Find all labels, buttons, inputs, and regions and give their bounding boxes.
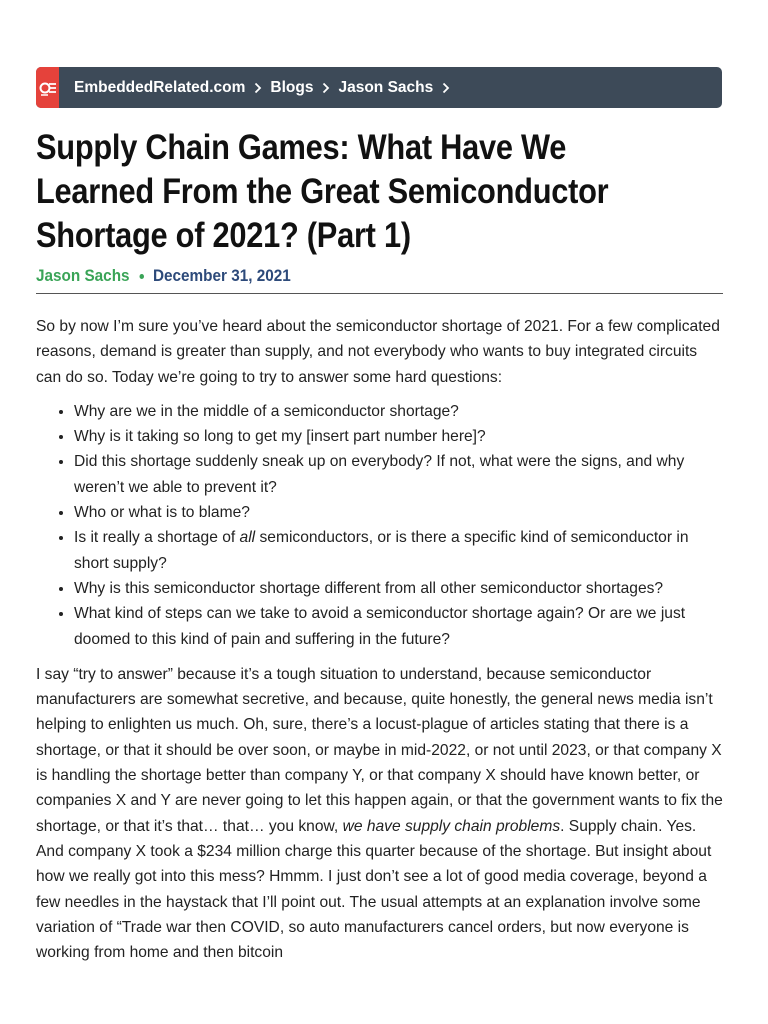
article-title: Supply Chain Games: What Have We Learned From the Great Semiconductor Shortage of 2021? (Part 1)	[36, 128, 609, 255]
title-divider	[36, 293, 723, 294]
breadcrumb-blogs-link[interactable]: Blogs	[270, 78, 314, 96]
question-list	[36, 399, 726, 652]
list-item: • Why are we in the middle of a semiconductor shortage?	[74, 399, 726, 424]
article-body	[36, 314, 726, 965]
publish-date: December 31, 2021	[152, 266, 291, 285]
list-item-text: semiconductors, or is there a specific kind of semiconductor in short supply?	[74, 529, 689, 572]
paragraph-text: I say “try to answer” because it’s a tough situation to understand, because semiconductor manufacturers are somewhat secretive, and because, quite honestly, the general news media isn’t helping to enlighten us much. Oh, sure, there’s a locust-plague of articles stating that there is a shortage, or that it should be over soon, or maybe in mid-2022, or not until 2023, or that company X is handling the shortage better than company Y, or that company X should have known better, or companies X and Y are never going to let this happen again, or that the government wants to fix the shortage, or that it’s that… that… you know,	[36, 665, 723, 835]
author-link[interactable]: Jason Sachs	[36, 266, 130, 285]
chevron-right-icon	[442, 82, 450, 94]
list-item: • Why is it taking so long to get my [insert part number here]?	[74, 424, 726, 449]
list-item: • What kind of steps can we take to avoid a semiconductor shortage again? Or are we just doomed to this kind of pain and suffering in the future?	[74, 601, 726, 652]
list-item	[74, 525, 726, 576]
chevron-right-icon	[322, 82, 330, 94]
paragraph-text: . Supply chain. Yes. And company X took a $234 million charge this quarter because of the shortage. But insight about how we really got into this mess? Hmmm. I just don’t see a lot of good media coverage, beyond a few needles in the haystack that I’ll point out. The usual attempts at an explanation involve some variation of “Trade war then COVID, so auto manufacturers cancel orders, but now everyone is working from home and then bitcoin	[36, 817, 712, 962]
breadcrumb-links	[74, 67, 458, 108]
list-item: • Why is this semiconductor shortage different from all other semiconductor shortages?	[74, 576, 726, 601]
intro-paragraph: So by now I’m sure you’ve heard about the semiconductor shortage of 2021. For a few complicated reasons, demand is greater than supply, and not everybody who wants to buy integrated circuits can do so. Today we’re going to try to answer some hard questions:	[36, 318, 720, 386]
site-logo-icon[interactable]	[36, 67, 59, 108]
chevron-right-icon	[254, 82, 262, 94]
emphasis-text: all	[239, 529, 256, 547]
list-item-text: Is it really a shortage of	[74, 529, 240, 547]
emphasis-text: we have supply chain problems	[342, 817, 561, 835]
list-item: • Did this shortage suddenly sneak up on everybody? If not, what were the signs, and why weren’t we able to prevent it?	[74, 449, 726, 500]
article-meta	[36, 264, 291, 288]
breadcrumb-author-link[interactable]: Jason Sachs	[338, 78, 434, 96]
chip-logo-icon	[39, 78, 57, 98]
list-item: • Who or what is to blame?	[74, 500, 726, 525]
breadcrumb	[36, 67, 722, 108]
body-paragraph	[36, 662, 726, 966]
meta-separator-dot	[139, 274, 144, 279]
breadcrumb-site-link[interactable]: EmbeddedRelated.com	[74, 78, 246, 96]
